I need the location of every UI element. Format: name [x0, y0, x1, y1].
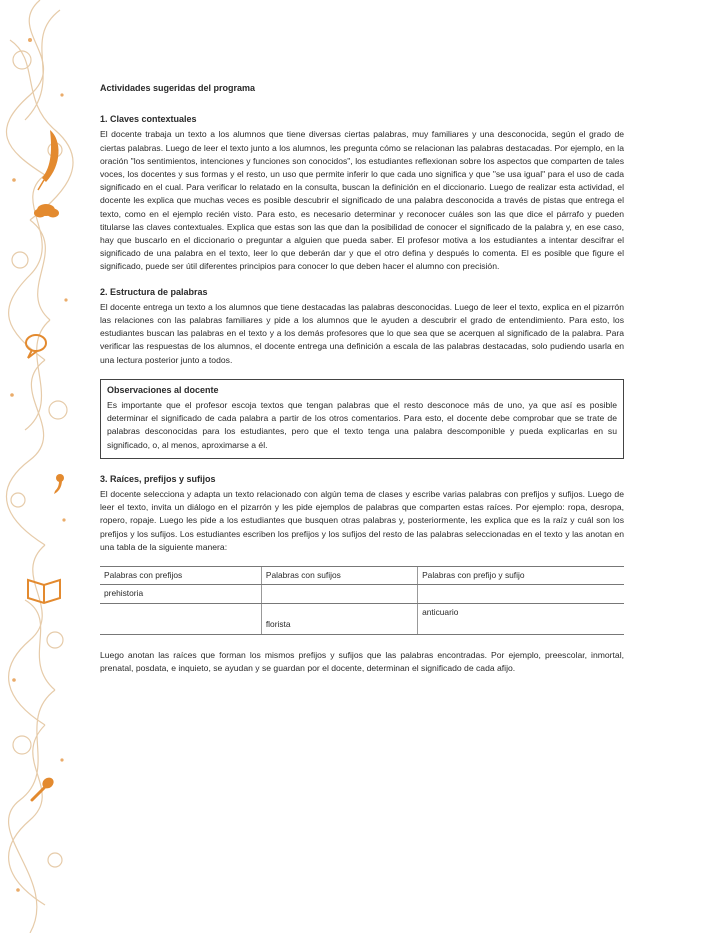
- table-row: [100, 585, 624, 603]
- open-book-icon: [28, 580, 60, 603]
- section-closing-text: Luego anotan las raíces que forman los mismos prefijos y sufijos que las palabras encontradas. Por ejemplo, preescolar, inmortal, prenatal, posdata, e inquieto, se ayudan y se guardan por el docente, determinan el significado de cada afijo.: [100, 649, 624, 673]
- quill-icon: [38, 130, 59, 190]
- decorative-margin-swirls: [0, 0, 78, 933]
- comma-icon: [54, 474, 64, 494]
- table-cell: [261, 603, 417, 634]
- cloud-icon: [34, 204, 59, 218]
- table-cell: [100, 603, 261, 634]
- table-header: Palabras con sufijos: [261, 567, 417, 585]
- table-cell: prehistoria: [100, 585, 261, 603]
- table-cell-text: florista: [265, 618, 291, 629]
- observations-title: Observaciones al docente: [107, 384, 219, 395]
- section-title-estructura: 2. Estructura de palabras: [100, 286, 208, 297]
- observations-text: Es importante que el profesor escoja textos que tengan palabras que el resto desconoce más de uno, ya que así es posible determinar el significado de cada palabra a partir de los otros comentarios. Para esto, el docente debe comprobar que se trate de palabras desconocidas para los estudiantes, pero que el texto tenga una palabra descomponible y pueda explicarlas en su significado, o, al menos, aproximarse a él.: [107, 400, 617, 450]
- table-row: [100, 603, 624, 634]
- table-header: Palabras con prefijos: [100, 567, 261, 585]
- observations-box: [100, 379, 624, 459]
- affix-table: [100, 566, 624, 634]
- section-text-raices: El docente selecciona y adapta un texto relacionado con algún tema de clases y escribe varias palabras con prefijos y sufijos. Luego de leer el texto, invita un diálogo en el pizarrón y les pide ejemplos de palabras que comparten estas raíces. Por ejemplo: ropa, desropa, ropero, ropaje. Luego les pide a los estudiantes que busquen otras palabras y, posteriormente, les explica que es la raíz y cuál son los prefijos y los sufijos. Los estudiantes escriben los prefijos y los sufijos del resto de las palabras seleccionadas en el texto y las anotan en una tabla de la siguiente manera:: [100, 489, 624, 552]
- document-page: [100, 82, 624, 687]
- section-title-claves: 1. Claves contextuales: [100, 114, 197, 125]
- table-header: Palabras con prefijo y sufijo: [418, 567, 624, 585]
- table-cell: [261, 585, 417, 603]
- section-text-estructura: El docente entrega un texto a los alumnos que tiene destacadas las palabras desconocidas. Luego de leer el texto, explica en el pizarrón las relaciones con las palabras familiares y pide a los alumnos que le ayuden a descubrir el grado de entendimiento. Para esto, los estudiantes buscan las palabras en el texto y a los demás profesores que lo que sea que se acerquen al significado de la palabra. Para verificar las respuestas de los alumnos, el docente entrega una definición a escala de las palabras destacadas, solo pudiendo usarla en una lectura posterior junto a todos.: [100, 301, 624, 365]
- document-title: Actividades sugeridas del programa: [100, 83, 256, 93]
- table-cell: [418, 585, 624, 603]
- section-title-raices: 3. Raíces, prefijos y sufijos: [100, 473, 216, 484]
- section-text-claves: El docente trabaja un texto a los alumnos que tiene diversas ciertas palabras, muy familiares y una desconocida, según el grado de ciertas palabras. Luego de leer el texto junto a los alumnos, les pregunta cómo se relacionan las palabras destacadas. Por ejemplo, en la oración "los sentimientos, intenciones y funciones son conocidos", los estudiantes reflexionan sobre los aspectos que comparten de tales voces, los docentes y sus formas y el resto, un uso que permite inferir lo que cada uno significa y que "se usa igual" para el uso de cada significado en el cual. Para verificar lo relatado en la consulta, buscan la definición en el diccionario. Luego de realizar esta actividad, el docente les explica que muchas veces es posible descubrir el significado de una palabra desconocida a través de pistas que entrega el texto, como en el ejemplo recién visto. Para esto, es necesario determinar y reconocer cuáles son las que dice el párrafo y pueden titularse las claves contextuales. Explica que estas son las que dan la posibilidad de conocer el significado de la palabra y, en ese caso, hay que buscarlo en el diccionario o preguntar a alguien que pueda saber. El profesor motiva a los estudiantes a intentar descifrar el significado de una palabra en el texto, leer lo que deberán dar y que el otro defina y después lo comenta. El es posible que figure el significado, puede ser útil diferentes principios para conocer lo que deben hacer el alumno con precisión.: [100, 129, 624, 272]
- table-cell: anticuario: [418, 603, 624, 634]
